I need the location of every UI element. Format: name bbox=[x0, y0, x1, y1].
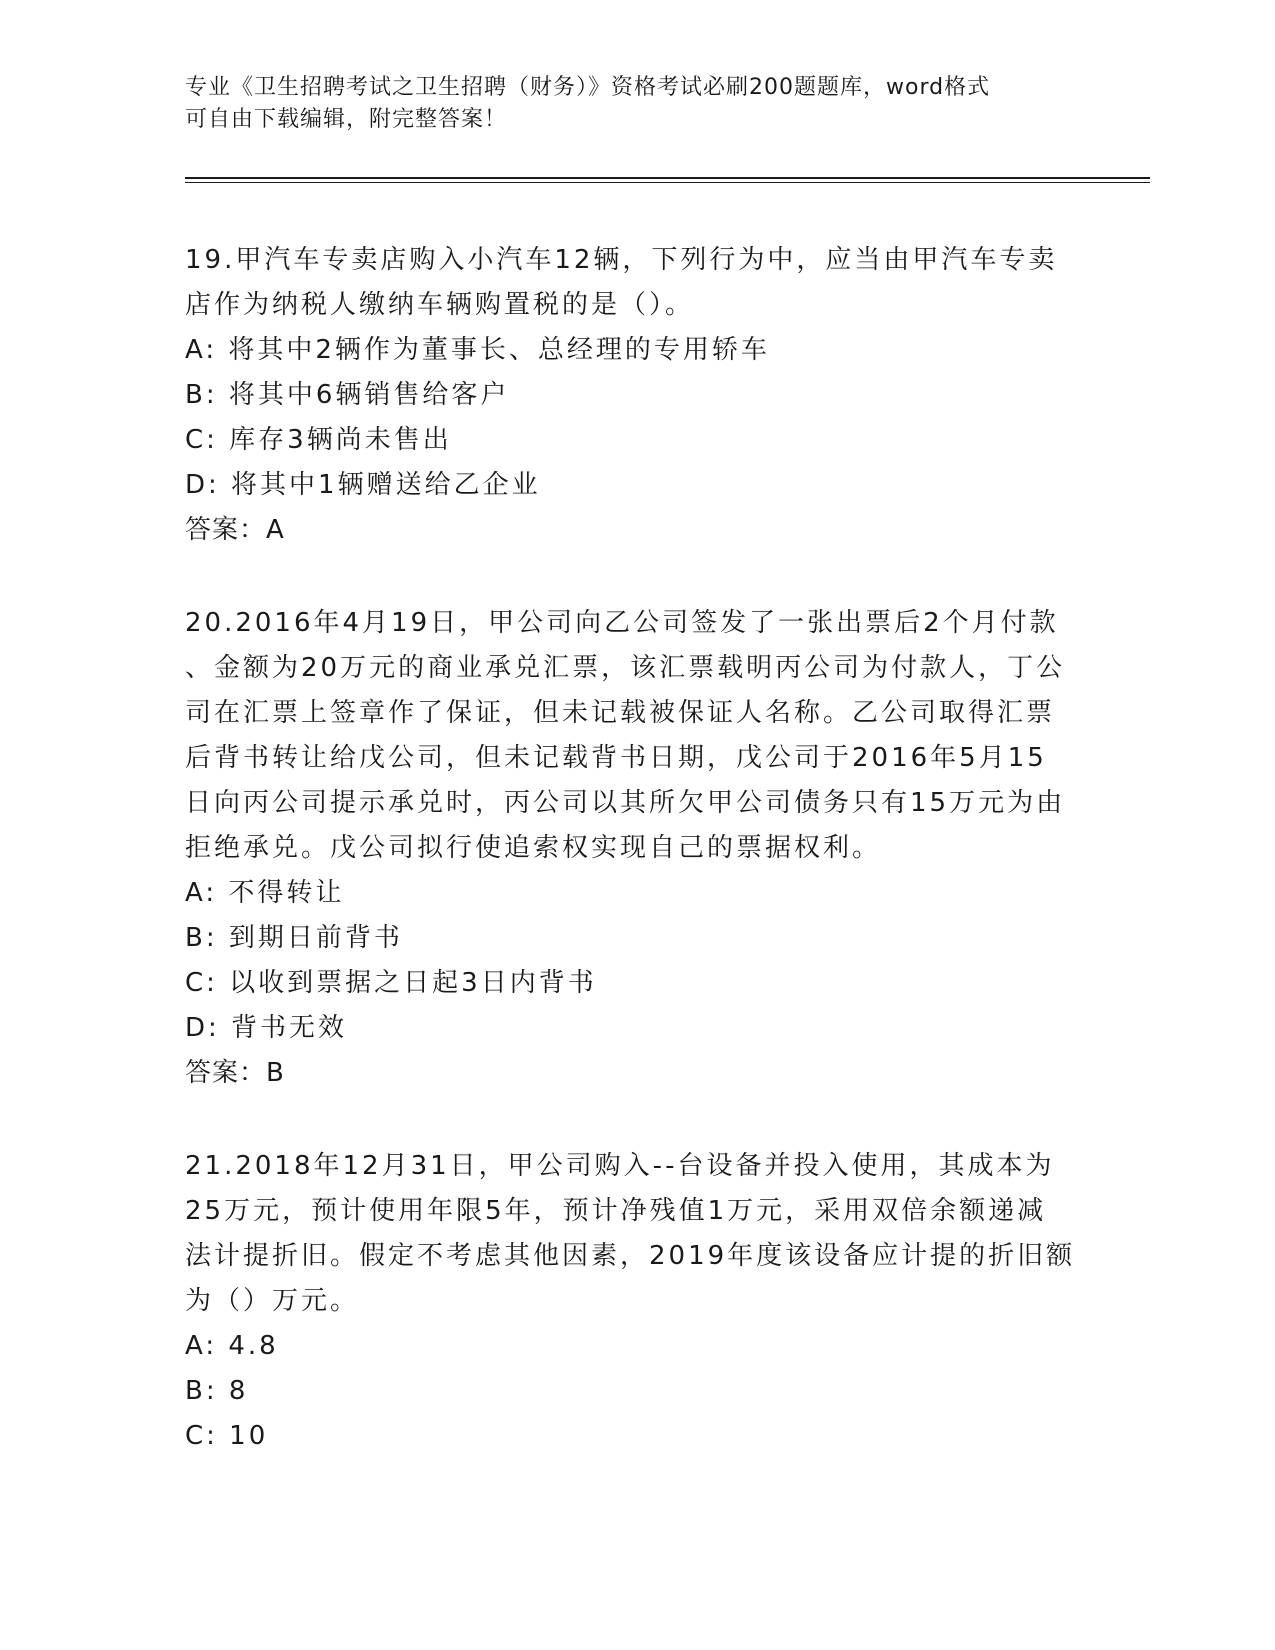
stem-line: 日向丙公司提示承兑时，丙公司以其所欠甲公司债务只有15万元为由 bbox=[185, 788, 1066, 818]
header-line: 专业《卫生招聘考试之卫生招聘（财务）》资格考试必刷200题题库，word格式 bbox=[185, 75, 991, 100]
stem-line: 25万元，预计使用年限5年，预计净残值1万元，采用双倍余额递减 bbox=[185, 1196, 1047, 1226]
question-stem bbox=[185, 1144, 1085, 1324]
question-list bbox=[185, 238, 1085, 1507]
document-header bbox=[185, 72, 1065, 136]
option-c: C: 10 bbox=[185, 1421, 269, 1451]
stem-line: 21.2018年12月31日，甲公司购入--台设备并投入使用，其成本为 bbox=[185, 1151, 1055, 1181]
option-a: A: 将其中2辆作为董事长、总经理的专用轿车 bbox=[185, 335, 770, 365]
option-b: B: 到期日前背书 bbox=[185, 923, 403, 953]
option-d: D: 将其中1辆赠送给乙企业 bbox=[185, 470, 541, 500]
stem-line: 19.甲汽车专卖店购入小汽车12辆，下列行为中，应当由甲汽车专卖 bbox=[185, 245, 1058, 275]
option-a: A: 不得转让 bbox=[185, 878, 345, 908]
question-item bbox=[185, 1144, 1085, 1459]
header-line: 可自由下载编辑，附完整答案！ bbox=[185, 107, 508, 132]
option-d: D: 背书无效 bbox=[185, 1013, 348, 1043]
header-divider bbox=[185, 177, 1150, 179]
answer-line: 答案：B bbox=[185, 1058, 285, 1088]
option-c: C: 库存3辆尚未售出 bbox=[185, 425, 452, 455]
stem-line: 拒绝承兑。戊公司拟行使追索权实现自己的票据权利。 bbox=[185, 833, 882, 863]
stem-line: 20.2016年4月19日，甲公司向乙公司签发了一张出票后2个月付款 bbox=[185, 608, 1059, 638]
stem-line: 、金额为20万元的商业承兑汇票，该汇票载明丙公司为付款人，丁公 bbox=[185, 653, 1066, 683]
question-stem bbox=[185, 238, 1085, 328]
question-stem bbox=[185, 601, 1085, 871]
stem-line: 司在汇票上签章作了保证，但未记载被保证人名称。乙公司取得汇票 bbox=[185, 698, 1056, 728]
option-b: B: 8 bbox=[185, 1376, 249, 1406]
option-a: A: 4.8 bbox=[185, 1331, 279, 1361]
answer-line: 答案：A bbox=[185, 515, 285, 545]
question-item bbox=[185, 238, 1085, 553]
stem-line: 店作为纳税人缴纳车辆购置税的是（）。 bbox=[185, 290, 695, 320]
stem-line: 后背书转让给戊公司，但未记载背书日期，戊公司于2016年5月15 bbox=[185, 743, 1047, 773]
option-b: B: 将其中6辆销售给客户 bbox=[185, 380, 510, 410]
question-item bbox=[185, 601, 1085, 1096]
stem-line: 法计提折旧。假定不考虑其他因素，2019年度该设备应计提的折旧额 bbox=[185, 1241, 1076, 1271]
stem-line: 为（）万元。 bbox=[185, 1286, 360, 1316]
header-divider-thin bbox=[185, 182, 1150, 183]
option-c: C: 以收到票据之日起3日内背书 bbox=[185, 968, 597, 998]
